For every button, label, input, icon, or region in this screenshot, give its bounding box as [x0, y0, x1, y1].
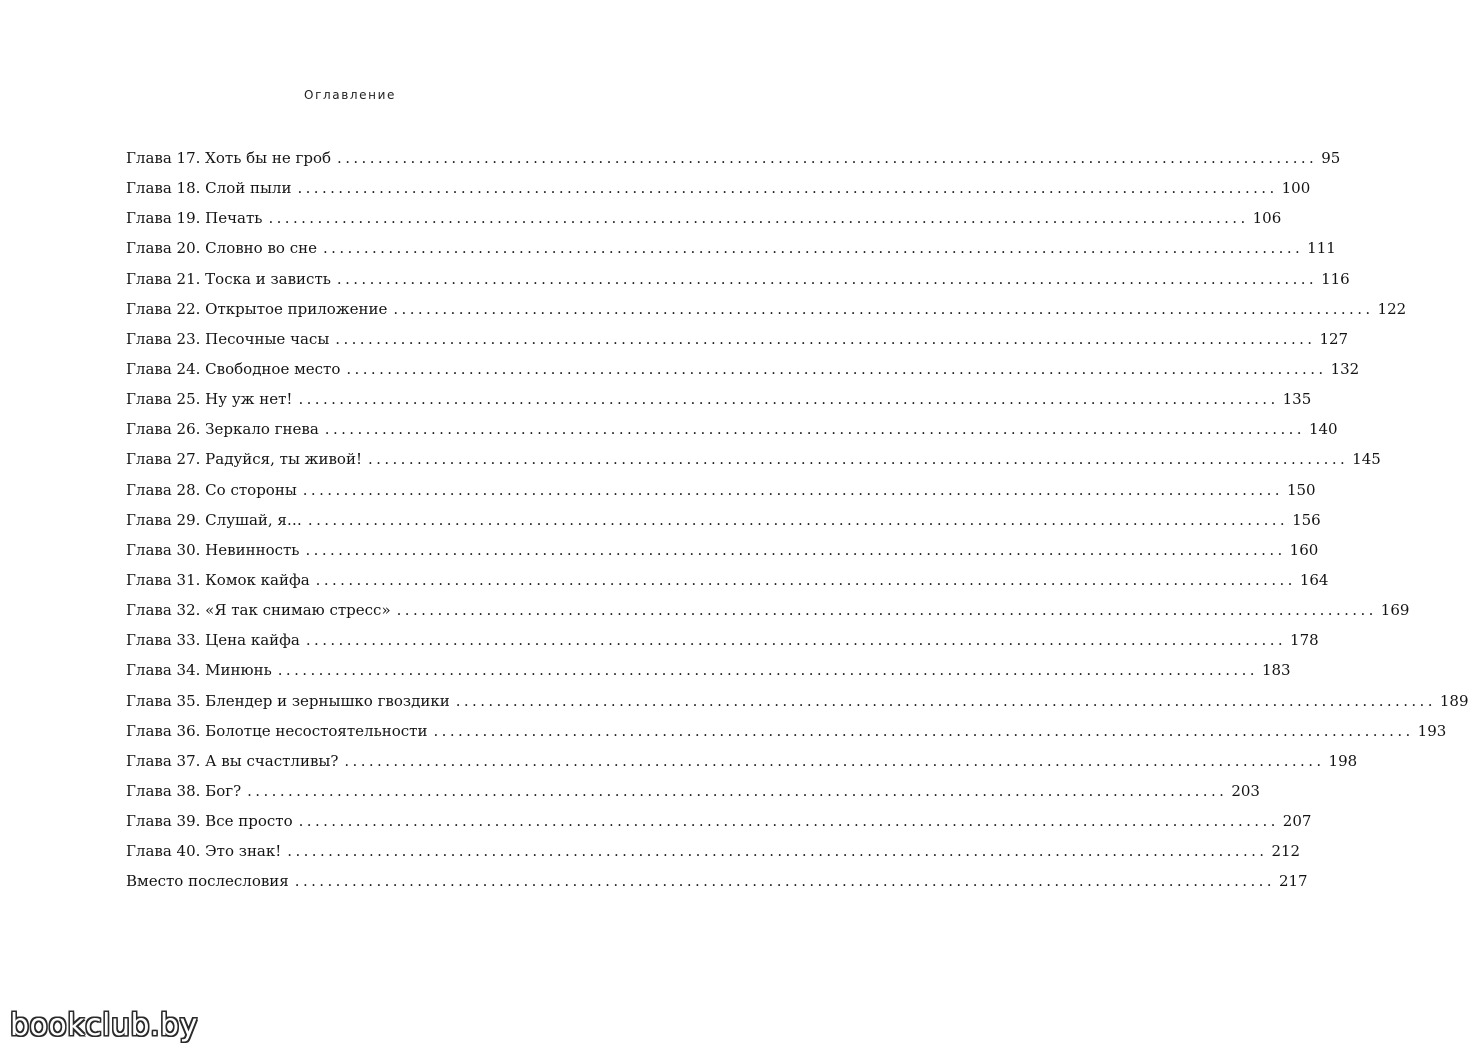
- toc-entry: [126, 324, 1349, 354]
- toc-entry: [126, 143, 1341, 173]
- toc-entry-page: 140: [1308, 420, 1338, 439]
- toc-entry-title: Глава 40. Это знак!: [126, 842, 282, 861]
- toc-entry-page: 193: [1417, 721, 1447, 740]
- toc-dot-leader: ........................................................................................................................: [336, 269, 1318, 288]
- toc-entry-page: 183: [1261, 661, 1291, 680]
- toc-entry-page: 169: [1380, 601, 1410, 620]
- toc-entry-page: 189: [1439, 691, 1469, 710]
- toc-dot-leader: ........................................................................................................................: [393, 299, 1374, 318]
- toc-entry: [126, 565, 1329, 595]
- toc-entry: [126, 354, 1360, 384]
- toc-dot-leader: ........................................................................................................................: [247, 781, 1228, 800]
- toc-entry: [126, 475, 1316, 505]
- toc-entry-page: 100: [1281, 179, 1311, 198]
- watermark: bookclub.by: [10, 1008, 198, 1043]
- toc-entry-title: Глава 17. Хоть бы не гроб: [126, 149, 332, 167]
- toc-entry-title: Глава 19. Печать: [126, 209, 263, 228]
- toc-entry: [126, 505, 1321, 535]
- toc-entry: [126, 866, 1308, 896]
- toc-entry-title: Глава 33. Цена кайфа: [126, 631, 300, 650]
- toc-entry-title: Глава 22. Открытое приложение: [126, 299, 388, 318]
- toc-entry-page: 203: [1231, 781, 1260, 800]
- toc-entry-page: 122: [1377, 299, 1407, 318]
- toc-entry-page: 164: [1299, 570, 1329, 589]
- toc-entry-page: 145: [1352, 450, 1381, 469]
- table-of-contents: [126, 143, 1469, 897]
- toc-entry-page: 106: [1252, 209, 1282, 228]
- toc-entry-title: Глава 35. Блендер и зернышко гвоздики: [126, 691, 450, 710]
- toc-entry-title: Глава 37. А вы счастливы?: [126, 751, 339, 770]
- toc-entry-page: 150: [1286, 480, 1316, 499]
- toc-entry: [126, 746, 1358, 776]
- toc-entry-title: Глава 36. Болотце несостоятельности: [126, 721, 428, 740]
- toc-entry: [126, 444, 1381, 474]
- toc-entry-title: Глава 27. Радуйся, ты живой!: [126, 450, 362, 469]
- toc-dot-leader: ........................................................................................................................: [302, 480, 1283, 499]
- toc-dot-leader: ........................................................................................................................: [287, 842, 1268, 861]
- toc-dot-leader: ........................................................................................................................: [337, 149, 1318, 167]
- toc-entry-page: 160: [1289, 540, 1319, 559]
- toc-entry-page: 127: [1319, 329, 1349, 348]
- toc-entry-page: 95: [1321, 149, 1341, 167]
- toc-dot-leader: ........................................................................................................................: [268, 209, 1249, 228]
- toc-entry: [126, 625, 1319, 655]
- toc-entry-title: Глава 38. Бог?: [126, 781, 242, 800]
- toc-entry: [126, 655, 1291, 685]
- toc-entry-title: Глава 39. Все просто: [126, 812, 293, 831]
- toc-entry-page: 212: [1271, 842, 1301, 861]
- toc-dot-leader: ........................................................................................................................: [367, 450, 1349, 469]
- running-head: Оглавление: [304, 88, 396, 102]
- toc-entry-title: Глава 30. Невинность: [126, 540, 300, 559]
- toc-entry-title: Глава 20. Словно во сне: [126, 239, 317, 258]
- toc-dot-leader: ........................................................................................................................: [277, 661, 1258, 680]
- toc-entry: [126, 716, 1447, 746]
- toc-entry-page: 116: [1321, 269, 1350, 288]
- toc-dot-leader: ........................................................................................................................: [315, 570, 1296, 589]
- toc-dot-leader: ........................................................................................................................: [455, 691, 1436, 710]
- toc-entry-page: 178: [1290, 631, 1319, 650]
- toc-entry-title: Глава 34. Минюнь: [126, 661, 272, 680]
- toc-dot-leader: ........................................................................................................................: [297, 179, 1278, 198]
- toc-dot-leader: ........................................................................................................................: [433, 721, 1414, 740]
- toc-entry: [126, 384, 1312, 414]
- toc-entry-page: 198: [1328, 751, 1358, 770]
- toc-entry-title: Глава 31. Комок кайфа: [126, 570, 310, 589]
- toc-entry: [126, 686, 1469, 716]
- toc-entry-title: Глава 29. Слушай, я…: [126, 510, 302, 529]
- toc-entry: [126, 294, 1407, 324]
- toc-dot-leader: ........................................................................................................................: [346, 359, 1327, 378]
- toc-dot-leader: ........................................................................................................................: [305, 540, 1286, 559]
- toc-entry-title: Вместо послесловия: [126, 872, 289, 891]
- toc-entry: [126, 836, 1301, 866]
- toc-entry: [126, 776, 1260, 806]
- toc-entry-title: Глава 23. Песочные часы: [126, 329, 330, 348]
- toc-entry-page: 217: [1278, 872, 1308, 891]
- toc-dot-leader: ........................................................................................................................: [324, 420, 1305, 439]
- toc-entry-page: 156: [1292, 510, 1321, 529]
- toc-entry-title: Глава 21. Тоска и зависть: [126, 269, 331, 288]
- toc-entry: [126, 414, 1338, 444]
- toc-dot-leader: ........................................................................................................................: [298, 812, 1279, 831]
- toc-dot-leader: ........................................................................................................................: [307, 510, 1289, 529]
- toc-entry-title: Глава 24. Свободное место: [126, 359, 341, 378]
- toc-entry: [126, 264, 1350, 294]
- toc-entry-title: Глава 26. Зеркало гнева: [126, 420, 319, 439]
- toc-entry-page: 135: [1282, 390, 1312, 409]
- toc-entry-title: Глава 25. Ну уж нет!: [126, 390, 293, 409]
- toc-dot-leader: ........................................................................................................................: [396, 601, 1377, 620]
- toc-entry: [126, 233, 1336, 263]
- toc-dot-leader: ........................................................................................................................: [305, 631, 1287, 650]
- toc-entry-page: 132: [1330, 359, 1360, 378]
- toc-entry: [126, 535, 1319, 565]
- toc-dot-leader: ........................................................................................................................: [335, 329, 1316, 348]
- toc-entry: [126, 173, 1311, 203]
- toc-entry-page: 207: [1282, 812, 1312, 831]
- toc-entry: [126, 203, 1282, 233]
- toc-dot-leader: ........................................................................................................................: [322, 239, 1304, 258]
- toc-dot-leader: ........................................................................................................................: [298, 390, 1279, 409]
- toc-entry: [126, 595, 1410, 625]
- toc-entry-title: Глава 28. Со стороны: [126, 480, 297, 499]
- toc-dot-leader: ........................................................................................................................: [294, 872, 1275, 891]
- toc-entry-title: Глава 18. Слой пыли: [126, 179, 292, 198]
- toc-entry-title: Глава 32. «Я так снимаю стресс»: [126, 601, 391, 620]
- toc-entry-page: 111: [1307, 239, 1336, 258]
- toc-entry: [126, 806, 1312, 836]
- toc-dot-leader: ........................................................................................................................: [344, 751, 1325, 770]
